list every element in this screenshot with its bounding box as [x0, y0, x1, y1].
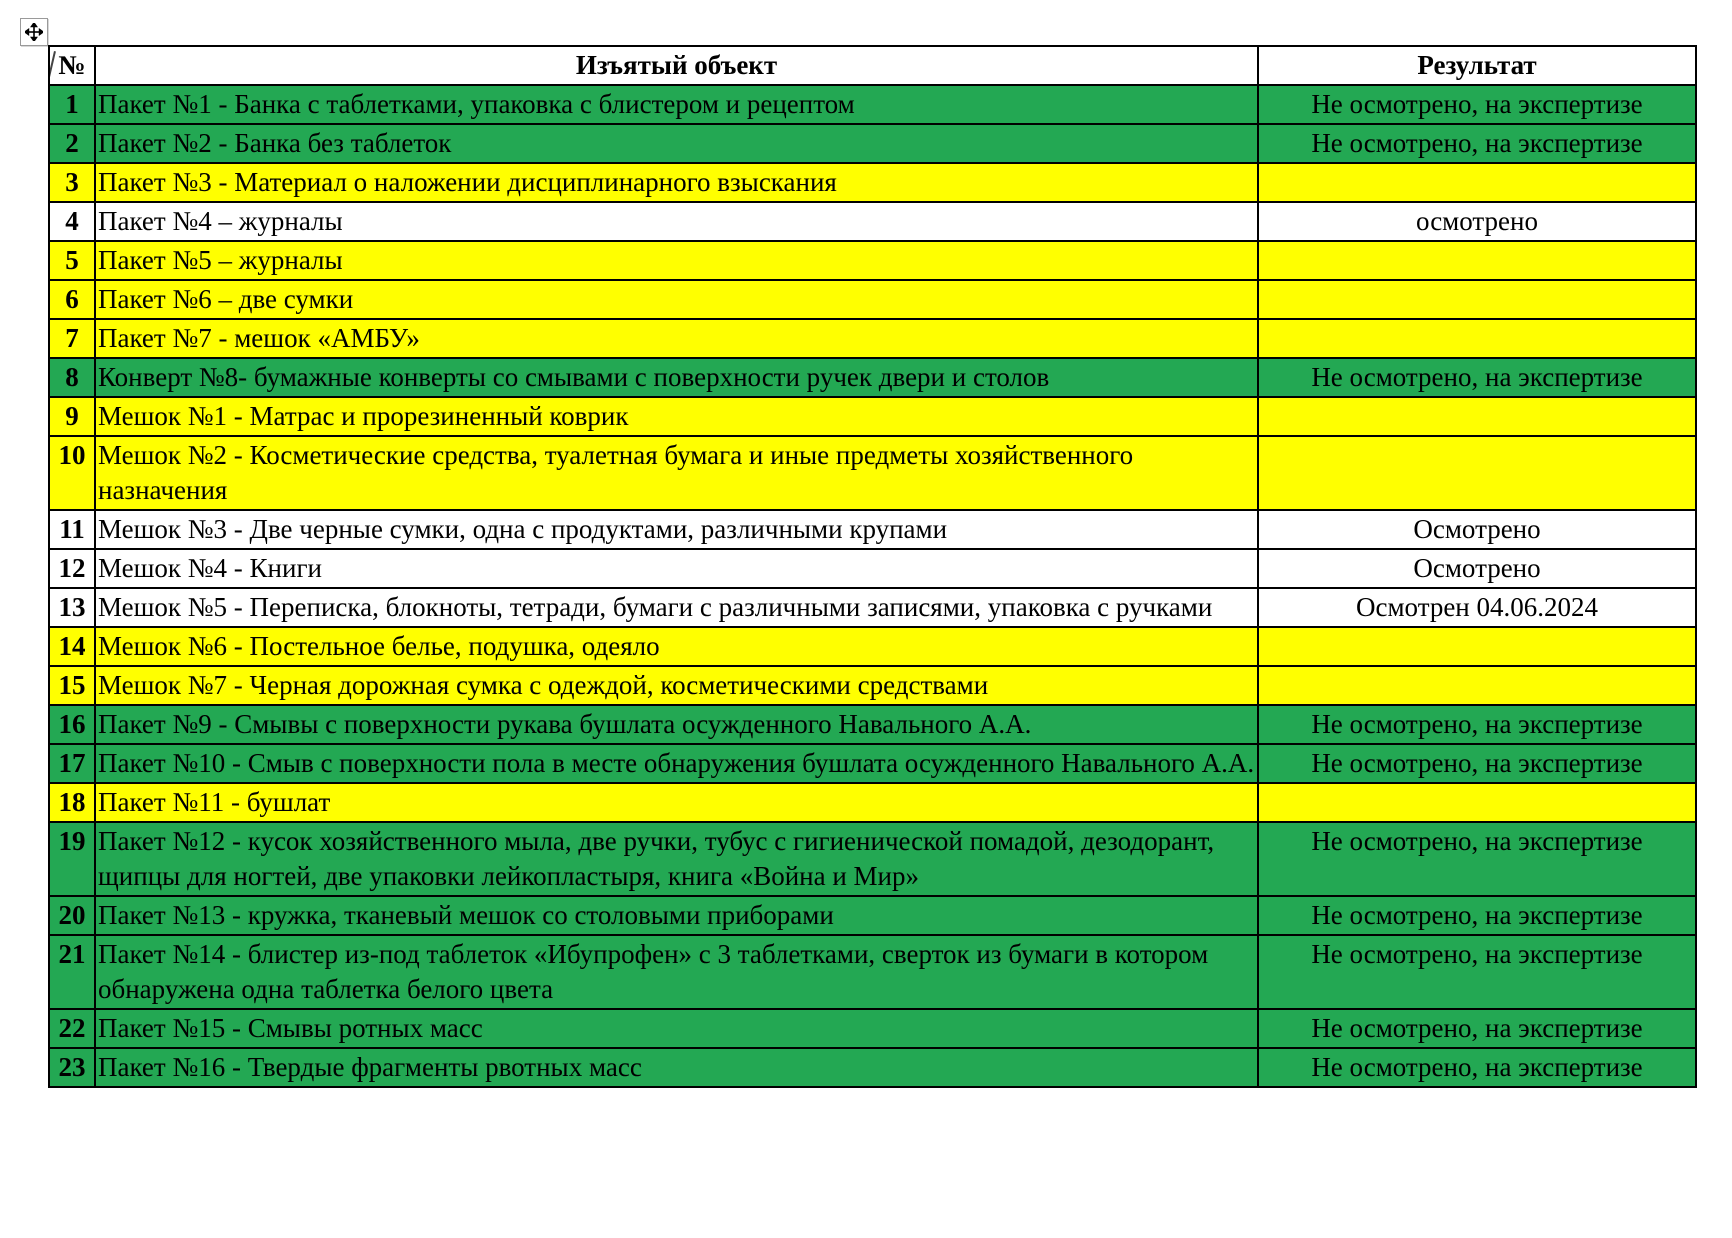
- object-cell[interactable]: Мешок №4 - Книги: [95, 549, 1258, 588]
- object-cell[interactable]: Пакет №9 - Смывы с поверхности рукава бушлата осужденного Навального А.А.: [95, 705, 1258, 744]
- result-cell[interactable]: Осмотрен 04.06.2024: [1258, 588, 1696, 627]
- row-number-cell[interactable]: 17: [49, 744, 95, 783]
- result-cell[interactable]: [1258, 319, 1696, 358]
- object-cell[interactable]: Пакет №5 – журналы: [95, 241, 1258, 280]
- table-row: [49, 124, 1696, 163]
- result-cell[interactable]: [1258, 163, 1696, 202]
- result-cell[interactable]: Не осмотрено, на экспертизе: [1258, 124, 1696, 163]
- object-cell[interactable]: Пакет №15 - Смывы ротных масс: [95, 1009, 1258, 1048]
- table-header: [49, 46, 1696, 85]
- object-cell[interactable]: Пакет №6 – две сумки: [95, 280, 1258, 319]
- object-cell[interactable]: Конверт №8- бумажные конверты со смывами с поверхности ручек двери и столов: [95, 358, 1258, 397]
- table-row: [49, 319, 1696, 358]
- result-cell[interactable]: Не осмотрено, на экспертизе: [1258, 358, 1696, 397]
- result-cell[interactable]: Не осмотрено, на экспертизе: [1258, 1009, 1696, 1048]
- stray-cursor-mark: [49, 51, 55, 80]
- table-row: [49, 783, 1696, 822]
- object-cell[interactable]: Пакет №13 - кружка, тканевый мешок со столовыми приборами: [95, 896, 1258, 935]
- row-number-cell[interactable]: 9: [49, 397, 95, 436]
- table-row: [49, 666, 1696, 705]
- header-result-label: Результат: [1417, 50, 1537, 80]
- result-cell[interactable]: Не осмотрено, на экспертизе: [1258, 822, 1696, 896]
- row-number-cell[interactable]: 14: [49, 627, 95, 666]
- table-row: [49, 85, 1696, 124]
- row-number-cell[interactable]: 22: [49, 1009, 95, 1048]
- row-number-cell[interactable]: 1: [49, 85, 95, 124]
- row-number-cell[interactable]: 7: [49, 319, 95, 358]
- row-number-cell[interactable]: 10: [49, 436, 95, 510]
- table-row: [49, 705, 1696, 744]
- row-number-cell[interactable]: 21: [49, 935, 95, 1009]
- row-number-cell[interactable]: 12: [49, 549, 95, 588]
- object-cell[interactable]: Пакет №14 - блистер из-под таблеток «Ибупрофен» с 3 таблетками, сверток из бумаги в котором обнаружена одна таблетка белого цвета: [95, 935, 1258, 1009]
- result-cell[interactable]: [1258, 280, 1696, 319]
- row-number-cell[interactable]: 18: [49, 783, 95, 822]
- object-cell[interactable]: Пакет №7 - мешок «АМБУ»: [95, 319, 1258, 358]
- table-row: [49, 163, 1696, 202]
- row-number-cell[interactable]: 13: [49, 588, 95, 627]
- table-row: [49, 627, 1696, 666]
- row-number-cell[interactable]: 5: [49, 241, 95, 280]
- object-cell[interactable]: Пакет №2 - Банка без таблеток: [95, 124, 1258, 163]
- table-row: [49, 280, 1696, 319]
- result-cell[interactable]: Не осмотрено, на экспертизе: [1258, 935, 1696, 1009]
- row-number-cell[interactable]: 15: [49, 666, 95, 705]
- result-cell[interactable]: [1258, 783, 1696, 822]
- table-row: [49, 935, 1696, 1009]
- header-object-label: Изъятый объект: [575, 50, 778, 80]
- row-number-cell[interactable]: 2: [49, 124, 95, 163]
- result-cell[interactable]: Не осмотрено, на экспертизе: [1258, 705, 1696, 744]
- result-cell[interactable]: [1258, 666, 1696, 705]
- header-result[interactable]: [1258, 46, 1696, 85]
- object-cell[interactable]: Мешок №1 - Матрас и прорезиненный коврик: [95, 397, 1258, 436]
- object-cell[interactable]: Пакет №4 – журналы: [95, 202, 1258, 241]
- object-cell[interactable]: Мешок №3 - Две черные сумки, одна с продуктами, различными крупами: [95, 510, 1258, 549]
- object-cell[interactable]: Пакет №16 - Твердые фрагменты рвотных масс: [95, 1048, 1258, 1087]
- result-cell[interactable]: [1258, 436, 1696, 510]
- table-row: [49, 896, 1696, 935]
- row-number-cell[interactable]: 23: [49, 1048, 95, 1087]
- result-cell[interactable]: Не осмотрено, на экспертизе: [1258, 85, 1696, 124]
- row-number-cell[interactable]: 16: [49, 705, 95, 744]
- result-cell[interactable]: [1258, 241, 1696, 280]
- header-row: [49, 46, 1696, 85]
- row-number-cell[interactable]: 3: [49, 163, 95, 202]
- result-cell[interactable]: осмотрено: [1258, 202, 1696, 241]
- object-cell[interactable]: Мешок №5 - Переписка, блокноты, тетради, бумаги с различными записями, упаковка с ручками: [95, 588, 1258, 627]
- result-cell[interactable]: Осмотрено: [1258, 510, 1696, 549]
- header-number[interactable]: [49, 46, 95, 85]
- object-cell[interactable]: Мешок №2 - Косметические средства, туалетная бумага и иные предметы хозяйственного назначения: [95, 436, 1258, 510]
- header-number-label: №: [58, 50, 86, 80]
- object-cell[interactable]: Пакет №11 - бушлат: [95, 783, 1258, 822]
- object-cell[interactable]: Мешок №6 - Постельное белье, подушка, одеяло: [95, 627, 1258, 666]
- row-number-cell[interactable]: 19: [49, 822, 95, 896]
- table-move-handle[interactable]: [20, 18, 48, 46]
- row-number-cell[interactable]: 20: [49, 896, 95, 935]
- table-row: [49, 1048, 1696, 1087]
- result-cell[interactable]: Не осмотрено, на экспертизе: [1258, 744, 1696, 783]
- table-row: [49, 202, 1696, 241]
- row-number-cell[interactable]: 6: [49, 280, 95, 319]
- result-cell[interactable]: [1258, 397, 1696, 436]
- object-cell[interactable]: Пакет №10 - Смыв с поверхности пола в месте обнаружения бушлата осужденного Навального А.А.: [95, 744, 1258, 783]
- move-arrows-icon: [25, 23, 43, 41]
- table-row: [49, 241, 1696, 280]
- result-cell[interactable]: [1258, 627, 1696, 666]
- table-row: [49, 436, 1696, 510]
- table-row: [49, 510, 1696, 549]
- row-number-cell[interactable]: 11: [49, 510, 95, 549]
- table-body: [49, 85, 1696, 1087]
- object-cell[interactable]: Пакет №1 - Банка с таблетками, упаковка с блистером и рецептом: [95, 85, 1258, 124]
- table-row: [49, 1009, 1696, 1048]
- table-row: [49, 397, 1696, 436]
- object-cell[interactable]: Пакет №3 - Материал о наложении дисциплинарного взыскания: [95, 163, 1258, 202]
- result-cell[interactable]: Не осмотрено, на экспертизе: [1258, 1048, 1696, 1087]
- object-cell[interactable]: Мешок №7 - Черная дорожная сумка с одеждой, косметическими средствами: [95, 666, 1258, 705]
- table-row: [49, 358, 1696, 397]
- table-row: [49, 744, 1696, 783]
- object-cell[interactable]: Пакет №12 - кусок хозяйственного мыла, две ручки, тубус с гигиенической помадой, дезодорант, щипцы для ногтей, две упаковки лейкопластыря, книга «Война и Мир»: [95, 822, 1258, 896]
- header-object[interactable]: [95, 46, 1258, 85]
- table-row: [49, 549, 1696, 588]
- result-cell[interactable]: Осмотрено: [1258, 549, 1696, 588]
- row-number-cell[interactable]: 8: [49, 358, 95, 397]
- result-cell[interactable]: Не осмотрено, на экспертизе: [1258, 896, 1696, 935]
- seized-objects-table: [48, 45, 1697, 1088]
- row-number-cell[interactable]: 4: [49, 202, 95, 241]
- table-row: [49, 588, 1696, 627]
- table-row: [49, 822, 1696, 896]
